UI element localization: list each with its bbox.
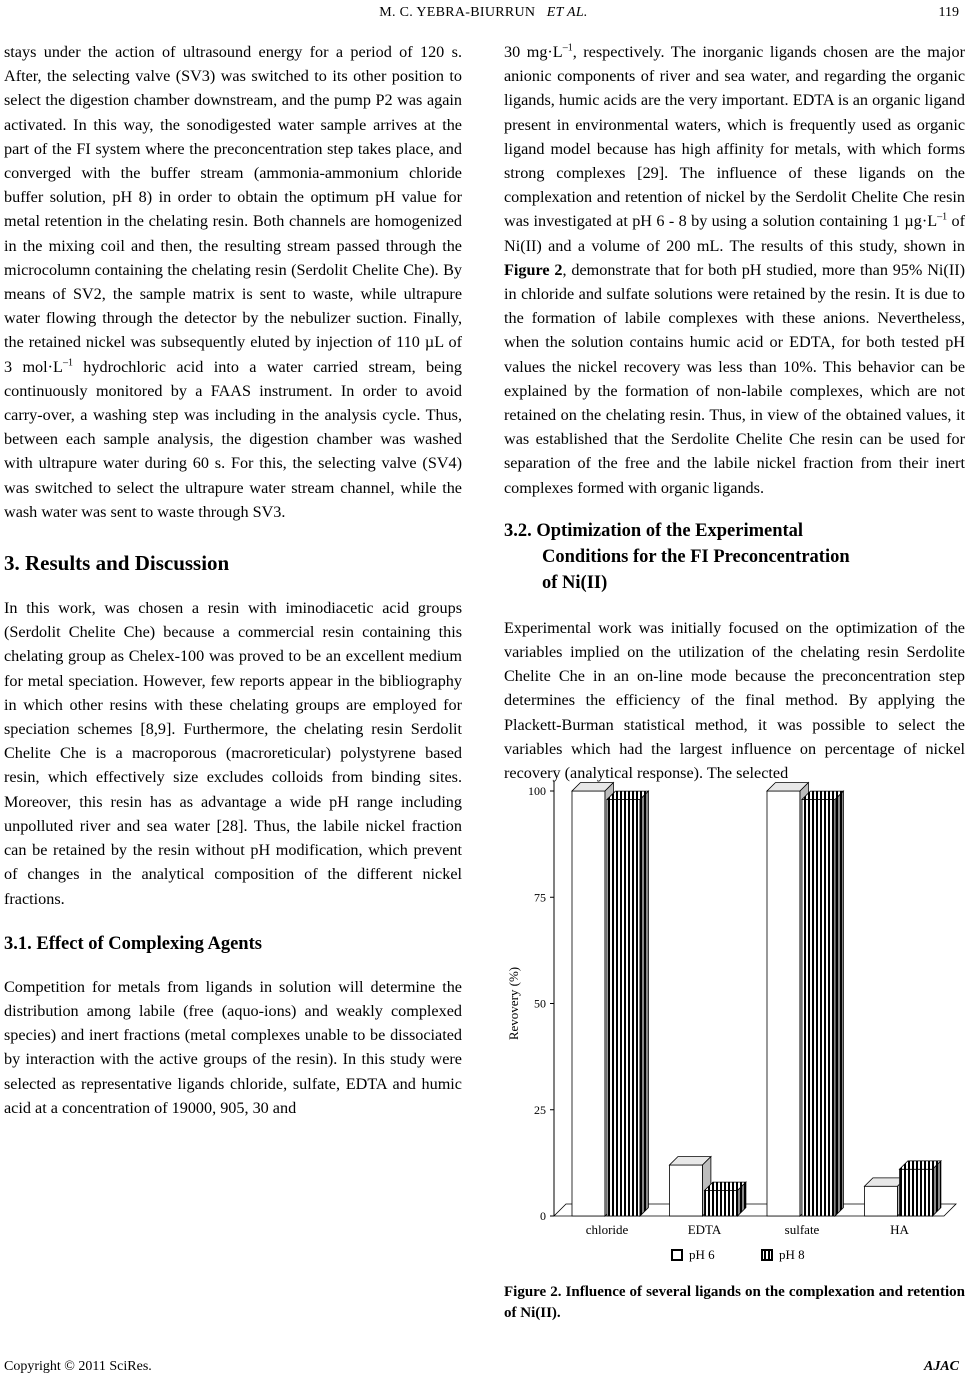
y-tick-label: 0 bbox=[540, 1209, 546, 1223]
legend-label: pH 6 bbox=[689, 1247, 715, 1262]
x-tick-label: EDTA bbox=[687, 1222, 722, 1237]
heading-line: Conditions for the FI Preconcentration bbox=[542, 546, 850, 567]
x-tick-label: chloride bbox=[585, 1222, 629, 1237]
y-tick-label: 75 bbox=[534, 890, 546, 905]
legend-label: pH 8 bbox=[779, 1247, 805, 1262]
superscript: –1 bbox=[937, 212, 948, 224]
left-column bbox=[4, 40, 462, 1120]
subsection-heading bbox=[504, 518, 965, 596]
bar bbox=[607, 800, 640, 1217]
x-tick-label: HA bbox=[890, 1222, 909, 1237]
paragraph: In this work, was chosen a resin with iminodiacetic acid groups (Serdolit Chelite Che) because a commercial resin containing this chelating group as Chelex-100 was proved to be an excellent medium for metal speciation. However, few reports appear in the bibliography in which other resins with these chelating groups are employed for speciation schemes [8,9]. Furthermore, the chelating resin Serdolit Chelite Che is a macroporous (macroreticular) polystyrene based resin, which effectively size excludes colloids from binding sites. Moreover, this resin has as advantage a wide pH range including unpolluted river and sea water [28]. Thus, the labile nickel fraction can be retained by the resin without pH modification, which prevent of changes in the analytical composition of the different nickel fractions. bbox=[4, 599, 462, 908]
y-tick-label: 50 bbox=[534, 996, 546, 1011]
bar-side bbox=[835, 791, 843, 1216]
bar bbox=[900, 1169, 933, 1216]
paragraph-text: stays under the action of ultrasound energy for a period of 120 s. After, the selecting valve (SV3) was switched to its other position to select the digestion chamber downstream, and the pump P2 was again activated. In this way, the sonodigested water sample arrives at the part of the FI system where the preconcentration step takes place, and converged with the buffer stream (ammonia-ammonium chloride buffer solution, pH 8) in order to obtain the optimum pH value for metal retention in the chelating resin. Both channels are homogenized in the mixing coil and then, the resulting stream passed through the microcolumn containing the chelating resin (Serdolit Chelite Che). By means of SV2, the sample matrix is sent to waste, while ultrapure water flowing through the detector by the nebulizer suction. Finally, the retained nickel was subsequently eluted by injection of 110 µL of 3 mol·L bbox=[4, 43, 462, 376]
running-head-etal: ET AL. bbox=[546, 5, 588, 20]
bar-side bbox=[933, 1161, 941, 1216]
journal-name: AJAC bbox=[923, 1359, 959, 1374]
legend-swatch bbox=[762, 1250, 772, 1260]
page-number: 119 bbox=[938, 5, 959, 20]
paragraph bbox=[504, 40, 965, 500]
running-head-authors bbox=[0, 2, 967, 24]
bar-chart bbox=[504, 775, 965, 1275]
paragraph-text: hydrochloric acid into a water carried stream, being continuously monitored by a FAAS instrument. In order to avoid carry-over, a washing step was including in the analysis cycle. Thus, between each sample analysis, the digestion chamber was washed with ultrapure water during 60 s. For this, the selecting valve (SV4) was switched to select the ultrapure water stream channel, while the wash water was sent to waste through SV3. bbox=[4, 357, 462, 521]
figure-2 bbox=[504, 775, 965, 1295]
paragraph-text: of Ni(II) and a volume of 200 mL. The results of this study, shown in bbox=[504, 212, 965, 255]
page-header bbox=[0, 2, 967, 24]
y-tick-label: 25 bbox=[534, 1102, 546, 1117]
subsection-heading: 3.1. Effect of Complexing Agents bbox=[4, 933, 262, 954]
bar bbox=[705, 1191, 738, 1217]
figure-caption: Figure 2. Influence of several ligands on the complexation and retention of Ni(II). bbox=[504, 1284, 965, 1321]
paragraph: Competition for metals from ligands in solution will determine the distribution among labile (free (aquo-ions) and weakly complexed species) and inert fractions (metal complexes unable to be dissociated by interaction with the active groups of the resin). In this study were selected as representative ligands chloride, sulfate, EDTA and humic acid at a concentration of 19000, 905, 30 and bbox=[4, 977, 462, 1117]
paragraph: Experimental work was initially focused on the optimization of the variables implied on the utilization of the chelating resin Serdolite Chelite Che in an on-line mode because the preconcentration step determines the efficiency of the final method. By applying the Plackett-Burman statistical method, it was possible to select the variables which had the largest influence on percentage of nickel recovery (analytical response). The selected bbox=[504, 618, 965, 783]
bar bbox=[572, 791, 605, 1216]
bar-side bbox=[640, 791, 648, 1216]
heading-line: 3.2. Optimization of the Experimental bbox=[504, 520, 804, 541]
paragraph-text: , respectively. The inorganic ligands chosen are the major anionic components of river and sea water, and regarding the organic ligands, humic acids are the very important. EDTA is an organic ligand present in environmental waters, which is frequently used as organic ligand model because has high affinity for metals, with which forms strong complexes [29]. The influence of these ligands on the complexation and retention of nickel by the Serdolit Chelite Che resin was investigated at pH 6 - 8 by using a solution containing 1 µg·L bbox=[504, 43, 965, 231]
right-column bbox=[504, 40, 965, 785]
y-axis-label: Revovery (%) bbox=[506, 966, 521, 1041]
bar bbox=[767, 791, 800, 1216]
legend-swatch bbox=[672, 1250, 682, 1260]
x-tick-label: sulfate bbox=[784, 1222, 820, 1237]
y-tick-label: 100 bbox=[528, 784, 546, 798]
section-heading: 3. Results and Discussion bbox=[4, 551, 230, 576]
figure-reference: Figure 2 bbox=[504, 260, 563, 279]
running-head-main: M. C. YEBRA-BIURRUN bbox=[379, 5, 536, 20]
bar bbox=[670, 1165, 703, 1216]
heading-line: of Ni(II) bbox=[542, 572, 608, 593]
superscript: –1 bbox=[562, 42, 573, 54]
bar bbox=[865, 1186, 898, 1216]
copyright-notice: Copyright © 2011 SciRes. bbox=[4, 1359, 152, 1374]
paragraph-text: 30 mg·L bbox=[504, 43, 563, 61]
superscript: –1 bbox=[62, 357, 73, 369]
paragraph-text: , demonstrate that for both pH studied, more than 95% Ni(II) in chloride and sulfate solutions were retained by the resin. It is due to the formation of labile complexes with these anions. Nevertheless, when the solution contains humic acid or EDTA, for both tested pH values the nickel recovery was less than 10%. This behavior can be explained by the formation of non-labile complexes, which are not retained on the chelating resin. Thus, in view of the obtained values, it was established that the Serdolite Chelite Che resin can be used for separation of the free and the labile nickel fraction from their inert complexes formed with organic ligands. bbox=[504, 260, 965, 497]
paragraph bbox=[4, 40, 462, 524]
bar bbox=[802, 800, 835, 1217]
